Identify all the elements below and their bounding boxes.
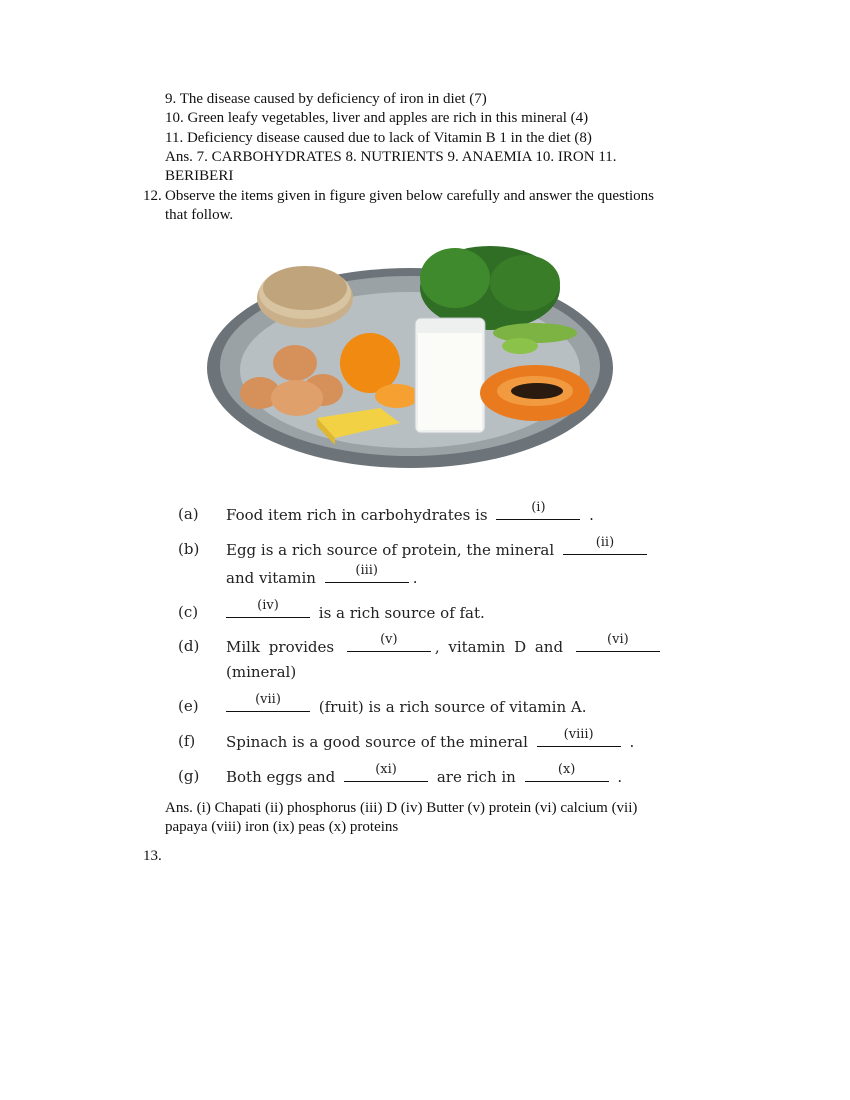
answer-line: papaya (viii) iron (ix) peas (x) proteins — [165, 819, 399, 835]
text: Food item rich in carbohydrates is — [226, 506, 488, 524]
text: Spinach is a good source of the mineral — [226, 733, 528, 751]
answer-line: Ans. 7. CARBOHYDRATES 8. NUTRIENTS 9. ANAEMIA 10. IRON 11. — [165, 149, 617, 165]
blank — [537, 727, 621, 747]
text: is a rich source of fat. — [318, 604, 485, 622]
blank-label: (x) — [557, 762, 576, 777]
milk-glass — [415, 318, 485, 433]
question-text: Observe the items given in figure given below carefully and answer the questions — [165, 188, 655, 204]
text: (fruit) is a rich source of vitamin A. — [318, 698, 587, 716]
text: Egg is a rich source of protein, the mineral — [226, 541, 555, 559]
blank-label: (v) — [380, 632, 398, 647]
item-label: (g) — [178, 767, 200, 785]
blank — [496, 500, 580, 520]
item-label: (f) — [178, 732, 196, 750]
text: are rich in — [436, 768, 516, 786]
blank — [325, 563, 409, 583]
food-plate-figure — [205, 238, 620, 478]
papaya — [480, 365, 590, 421]
text: Milk provides — [226, 638, 335, 656]
blank-label: (i) — [531, 500, 546, 515]
spinach — [420, 246, 560, 330]
text: (mineral) — [226, 663, 297, 681]
blank — [576, 632, 660, 652]
blank-label: (xi) — [375, 762, 397, 777]
question-text: that follow. — [165, 207, 234, 223]
text-line: 11. Deficiency disease caused due to lack of Vitamin B 1 in the diet (8) — [165, 130, 592, 146]
text: . — [617, 768, 623, 786]
blank-label: (iv) — [257, 598, 279, 613]
item-label: (e) — [178, 697, 199, 715]
item-label: (d) — [178, 637, 200, 655]
blank — [563, 535, 647, 555]
item-label: (a) — [178, 505, 199, 523]
text: . — [589, 506, 594, 524]
blank-label: (iii) — [355, 563, 378, 578]
text: Both eggs and — [226, 768, 336, 786]
blank — [347, 632, 431, 652]
blank-label: (vi) — [607, 632, 629, 647]
question-number: 12. — [143, 188, 162, 204]
blank-label: (viii) — [563, 727, 594, 742]
text-line: 10. Green leafy vegetables, liver and apples are rich in this mineral (4) — [165, 110, 589, 126]
question-number: 13. — [143, 848, 162, 864]
text: . — [412, 569, 418, 587]
text: . — [629, 733, 635, 751]
chapati — [257, 266, 353, 328]
blank — [226, 598, 310, 618]
text: , vitamin D and — [434, 638, 564, 656]
blank — [344, 762, 428, 782]
text-line: 9. The disease caused by deficiency of iron in diet (7) — [165, 91, 487, 107]
answer-line: Ans. (i) Chapati (ii) phosphorus (iii) D (iv) Butter (v) protein (vi) calcium (vii) — [165, 800, 638, 816]
answer-line: BERIBERI — [165, 168, 234, 184]
blank-label: (ii) — [595, 535, 615, 550]
blank — [226, 692, 310, 712]
item-label: (b) — [178, 540, 200, 558]
blank — [525, 762, 609, 782]
blank-label: (vii) — [255, 692, 281, 707]
item-label: (c) — [178, 603, 199, 621]
text: and vitamin — [226, 569, 316, 587]
